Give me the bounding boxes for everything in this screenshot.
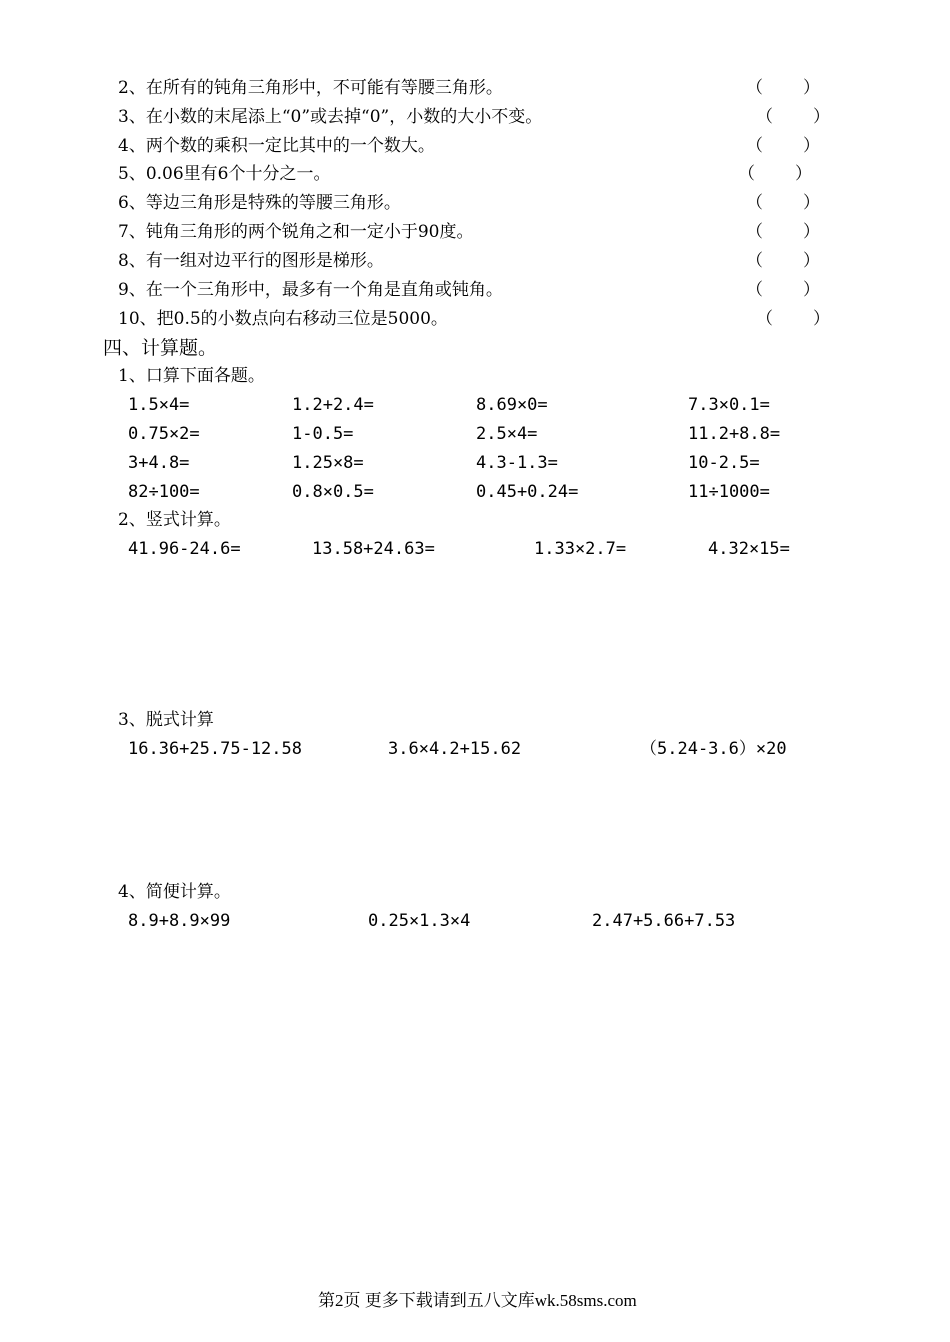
paren-close: ） xyxy=(803,78,820,98)
paren-open: （ xyxy=(756,107,773,127)
paren-open: （ xyxy=(746,193,763,213)
answer-blank-6[interactable] xyxy=(746,195,820,212)
paren-close: ） xyxy=(813,309,830,329)
answer-blank-9[interactable] xyxy=(746,282,820,299)
part4-title: 4、简便计算。 xyxy=(118,882,231,902)
paren-close: ） xyxy=(813,107,830,127)
mental-calc-item: 1.5×4= xyxy=(128,395,190,415)
mental-calc-item: 1.2+2.4= xyxy=(292,395,374,415)
mental-calc-item: 7.3×0.1= xyxy=(688,395,770,415)
vertical-calc-item: 13.58+24.63= xyxy=(312,539,435,559)
answer-blank-7[interactable] xyxy=(746,224,820,241)
mental-calc-item: 3+4.8= xyxy=(128,453,190,473)
answer-blank-3[interactable] xyxy=(756,109,830,126)
judgement-item-10: 10、把0.5的小数点向右移动三位是5000。 xyxy=(118,309,448,329)
stepwise-calc-item: 16.36+25.75-12.58 xyxy=(128,739,302,759)
answer-blank-10[interactable] xyxy=(756,311,830,328)
paren-open: （ xyxy=(756,309,773,329)
judgement-item-9: 9、在一个三角形中，最多有一个角是直角或钝角。 xyxy=(118,280,503,300)
mental-calc-item: 82÷100= xyxy=(128,482,200,502)
paren-close: ） xyxy=(803,280,820,300)
paren-close: ） xyxy=(803,136,820,156)
mental-calc-item: 2.5×4= xyxy=(476,424,538,444)
judgement-item-5: 5、0.06里有6个十分之一。 xyxy=(118,164,331,184)
part2-title: 2、竖式计算。 xyxy=(118,510,231,530)
judgement-item-8: 8、有一组对边平行的图形是梯形。 xyxy=(118,251,384,271)
stepwise-calc-item: （5.24-3.6）×20 xyxy=(640,739,787,759)
answer-blank-4[interactable] xyxy=(746,138,820,155)
part1-title: 1、口算下面各题。 xyxy=(118,366,265,386)
simplified-calc-item: 2.47+5.66+7.53 xyxy=(592,911,736,931)
mental-calc-item: 0.45+0.24= xyxy=(476,482,579,502)
page-footer: 第2页 更多下载请到五八文库wk.58sms.com xyxy=(318,1291,637,1310)
mental-calc-item: 10-2.5= xyxy=(688,453,760,473)
paren-close: ） xyxy=(795,164,812,184)
mental-calc-item: 8.69×0= xyxy=(476,395,548,415)
paren-close: ） xyxy=(803,193,820,213)
mental-calc-item: 11÷1000= xyxy=(688,482,770,502)
judgement-item-4: 4、两个数的乘积一定比其中的一个数大。 xyxy=(118,136,435,156)
mental-calc-item: 4.3-1.3= xyxy=(476,453,558,473)
simplified-calc-item: 8.9+8.9×99 xyxy=(128,911,231,931)
paren-close: ） xyxy=(803,222,820,242)
judgement-item-3: 3、在小数的末尾添上“0”或去掉“0”，小数的大小不变。 xyxy=(118,107,543,127)
answer-blank-2[interactable] xyxy=(746,80,820,97)
judgement-item-6: 6、等边三角形是特殊的等腰三角形。 xyxy=(118,193,401,213)
section-4-title: 四、计算题。 xyxy=(103,337,218,359)
mental-calc-item: 1-0.5= xyxy=(292,424,354,444)
simplified-calc-item: 0.25×1.3×4 xyxy=(368,911,471,931)
mental-calc-item: 0.8×0.5= xyxy=(292,482,374,502)
answer-blank-8[interactable] xyxy=(746,253,820,270)
paren-open: （ xyxy=(746,251,763,271)
paren-open: （ xyxy=(746,280,763,300)
mental-calc-item: 11.2+8.8= xyxy=(688,424,781,444)
mental-calc-item: 1.25×8= xyxy=(292,453,364,473)
judgement-item-7: 7、钝角三角形的两个锐角之和一定小于90度。 xyxy=(118,222,474,242)
mental-calc-item: 0.75×2= xyxy=(128,424,200,444)
vertical-calc-item: 1.33×2.7= xyxy=(534,539,627,559)
stepwise-calc-item: 3.6×4.2+15.62 xyxy=(388,739,522,759)
paren-open: （ xyxy=(746,136,763,156)
paren-open: （ xyxy=(738,164,755,184)
judgement-item-2: 2、在所有的钝角三角形中，不可能有等腰三角形。 xyxy=(118,78,503,98)
paren-close: ） xyxy=(803,251,820,271)
vertical-calc-item: 4.32×15= xyxy=(708,539,790,559)
vertical-calc-item: 41.96-24.6= xyxy=(128,539,241,559)
answer-blank-5[interactable] xyxy=(738,166,812,183)
paren-open: （ xyxy=(746,78,763,98)
part3-title: 3、脱式计算 xyxy=(118,710,214,730)
paren-open: （ xyxy=(746,222,763,242)
